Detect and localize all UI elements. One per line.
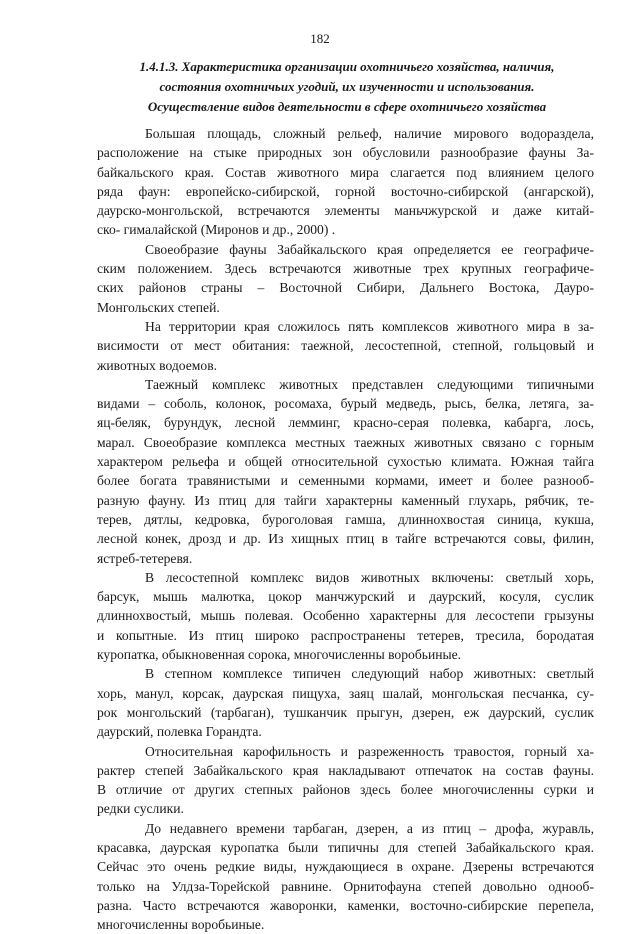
text-line: До недавнего времени тарбаган, дзерен, а из птиц – дрофа, журавль, — [145, 820, 594, 836]
text-line: марал. Своеобразие комплекса местных таежных животных связано с горным — [97, 434, 594, 450]
text-line: многочисленны воробьиные. — [97, 917, 265, 933]
text-line: В лесостепной комплекс видов животных включены: светлый хорь, — [145, 569, 594, 585]
text-line: даурский, полевка Горандта. — [97, 724, 262, 740]
text-line: более богата травянистыми и семенными кормами, имеет и более разнооб- — [97, 473, 594, 489]
text-line: На территории края сложилось пять комплексов животного мира в за- — [145, 318, 594, 334]
text-line: характером рельефа и общей относительной сухостью климата. Южная тайга — [97, 454, 594, 470]
paragraph — [97, 240, 594, 317]
body-text — [97, 124, 594, 934]
paragraph — [97, 819, 594, 934]
text-line: рактер степей Забайкальского края накладывают отпечаток на состав фауны. — [97, 762, 594, 778]
heading-line: Осуществление видов деятельности в сфере охотничьего хозяйства — [147, 99, 547, 114]
heading-line: 1.4.1.3. Характеристика организации охотничьего хозяйства, наличия, — [139, 59, 555, 74]
text-line: висимости от мест обитания: таежной, лесостепной, степной, гольцовый и — [97, 338, 594, 354]
text-line: В степном комплексе типичен следующий набор животных: светлый — [145, 666, 594, 682]
paragraph — [97, 124, 594, 240]
text-line: байкальского края. Состав животного мира слагается под влиянием целого — [97, 164, 594, 180]
text-line: только на Улдза-Торейской равнине. Орнитофауна степей довольно однооб- — [97, 878, 594, 894]
text-line: лесной конек, дрозд и др. Из хищных птиц в тайге встречаются совы, филин, — [97, 531, 594, 547]
text-line: Своеобразие фауны Забайкальского края определяется ее географиче- — [145, 241, 594, 257]
paragraph — [97, 317, 594, 375]
text-line: даурско-монгольской, встречаются элементы маньчжурской и даже китай- — [97, 203, 594, 219]
paragraph — [97, 375, 594, 568]
text-line: Большая площадь, сложный рельеф, наличие мирового водораздела, — [145, 126, 594, 141]
section-heading — [100, 57, 594, 117]
heading-line: состояния охотничьих угодий, их изученности и использования. — [159, 79, 535, 94]
text-line: ским положением. Здесь встречаются животные трех крупных географиче- — [97, 261, 594, 277]
text-line: барсук, мышь малютка, цокор манчжурский и даурский, косуля, суслик — [97, 589, 594, 605]
text-line: разную фауну. Из птиц для тайги характерны каменный глухарь, рябчик, те- — [97, 492, 594, 508]
page-number: 182 — [310, 31, 330, 46]
text-line: ястреб-тетеревя. — [97, 550, 193, 566]
text-line: красавка, даурская куропатка были типичны для степей Забайкальского края. — [97, 839, 594, 855]
text-line: Сейчас это очень редкие виды, нуждающиеся в охране. Дзерены встречаются — [97, 859, 594, 875]
paragraph — [97, 742, 594, 819]
text-line: ряда фаун: европейско-сибирской, горной восточно-сибирской (ангарской), — [97, 183, 594, 199]
text-line: терев, дятлы, кедровка, буроголовая гамша, длиннохвостая синица, кукша, — [97, 511, 594, 527]
text-line: куропатка, обыкновенная сорока, многочисленны воробьиные. — [97, 647, 462, 663]
text-line: хорь, манул, корсак, даурская пищуха, заяц шалай, монгольская песчанка, су- — [97, 685, 594, 701]
text-line: ско- гималайской (Миронов и др., 2000) . — [97, 222, 336, 238]
paragraph — [97, 664, 594, 741]
text-line: видами – соболь, колонок, росомаха, бурый медведь, рысь, белка, летяга, за- — [97, 396, 594, 412]
text-line: животных водоемов. — [97, 357, 218, 373]
text-line: ских районов страны – Восточной Сибири, Дальнего Востока, Дауро- — [97, 280, 594, 296]
text-line: рок монгольский (тарбаган), тушканчик прыгун, дзерен, еж даурский, суслик — [97, 704, 594, 720]
text-line: редки суслики. — [97, 801, 184, 817]
text-line: и копытные. Из птиц широко распространены тетерев, тресила, бородатая — [97, 627, 594, 643]
text-line: расположение на стыке природных зон обусловили разнообразие фауны За- — [97, 145, 594, 161]
text-line: длиннохвостый, мышь полевая. Особенно характерны для лесостепи грызуны — [97, 608, 594, 624]
text-line: Таежный комплекс животных представлен следующими типичными — [145, 376, 594, 392]
text-line: В отличие от других степных районов здесь более многочисленны сурки и — [97, 782, 594, 798]
text-line: Монгольских степей. — [97, 299, 220, 315]
text-line: яц-беляк, бурундук, лесной лемминг, красно-серая полевка, кабарга, лось, — [97, 415, 594, 431]
text-line: Относительная карофильность и разреженность травостоя, горный ха- — [145, 743, 594, 759]
text-line: разна. Часто встречаются жаворонки, каменки, восточно-сибирские перепела, — [97, 897, 594, 913]
paragraph — [97, 568, 594, 664]
